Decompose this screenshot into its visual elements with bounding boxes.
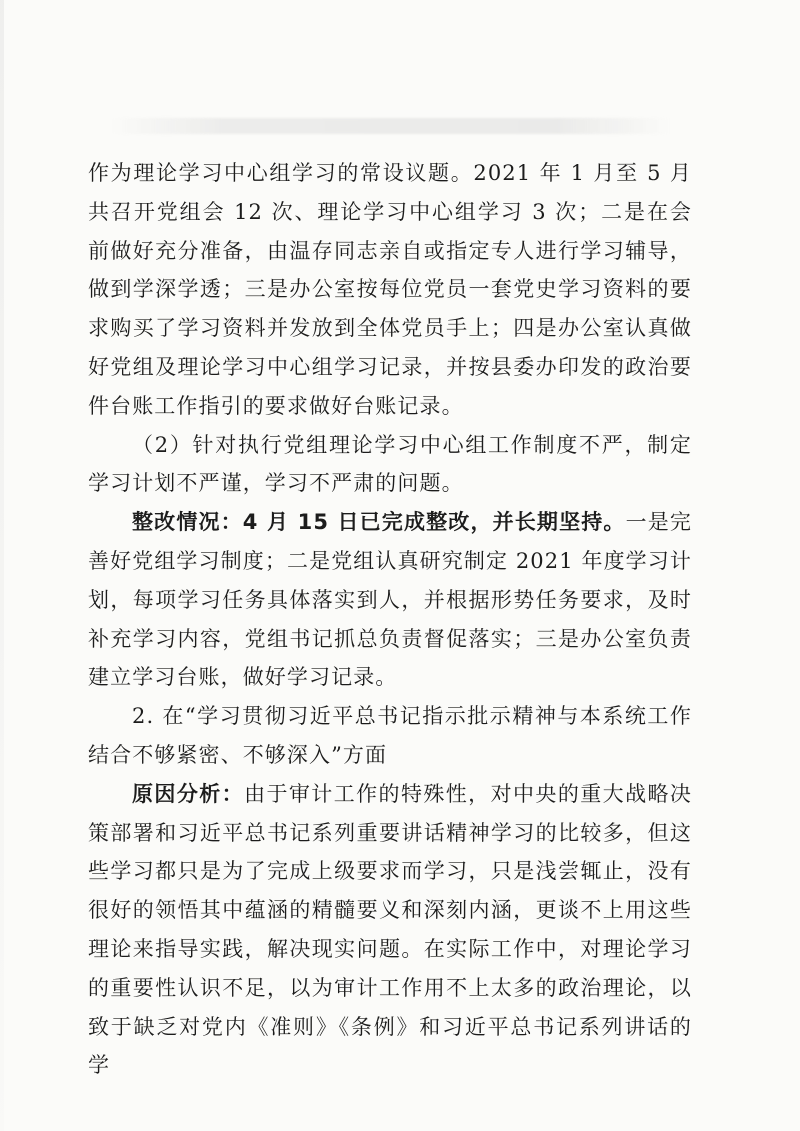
paragraph-rectification bbox=[88, 503, 692, 697]
paragraph-section-2-heading bbox=[88, 697, 692, 775]
paragraph-continuation bbox=[88, 154, 692, 426]
paragraph-text: 2. 在“学习贯彻习近平总书记指示批示精神与本系统工作结合不够紧密、不够深入”方面 bbox=[88, 704, 692, 767]
paragraph-cause-analysis bbox=[88, 775, 692, 1085]
paragraph-text: 一是完善好党组学习制度；二是党组认真研究制定 2021 年度学习计划，每项学习任务具体落实到人，并根据形势任务要求，及时补充学习内容，党组书记抓总负责督促落实；三是办公室负责建立学习台账，做好学习记录。 bbox=[88, 510, 692, 690]
paragraph-text: （2）针对执行党组理论学习中心组工作制度不严，制定学习计划不严谨，学习不严肃的问题。 bbox=[88, 432, 692, 496]
paragraph-issue-2 bbox=[88, 426, 692, 504]
paragraph-lead-bold: 原因分析： bbox=[132, 781, 245, 806]
paragraph-text: 由于审计工作的特殊性，对中央的重大战略决策部署和习近平总书记系列重要讲话精神学习的比较多，但这些学习都只是为了完成上级要求而学习，只是浅尝辄止，没有很好的领悟其中蕴涵的精髓要义和深刻内涵，更谈不上用这些理论来指导实践，解决现实问题。在实际工作中，对理论学习的重要性认识不足，以为审计工作用不上太多的政治理论，以致于缺乏对党内《准则》《条例》和习近平总书记系列讲话的学 bbox=[88, 781, 692, 1078]
document-body bbox=[88, 154, 692, 1085]
scan-artifact-band bbox=[110, 118, 670, 134]
paragraph-lead-bold: 整改情况：4 月 15 日已完成整改，并长期坚持。 bbox=[132, 510, 626, 535]
scan-shadow-edge bbox=[0, 0, 4, 1131]
paragraph-text: 作为理论学习中心组学习的常设议题。2021 年 1 月至 5 月共召开党组会 12 次、理论学习中心组学习 3 次；二是在会前做好充分准备，由温存同志亲自或指定专人进行学习辅导，做到学深学透；三是办公室按每位党员一套党史学习资料的要求购买了学习资料并发放到全体党员手上；四是办公室认真做好党组及理论学习中心组学习记录，并按县委办印发的政治要件台账工作指引的要求做好台账记录。 bbox=[88, 161, 692, 418]
